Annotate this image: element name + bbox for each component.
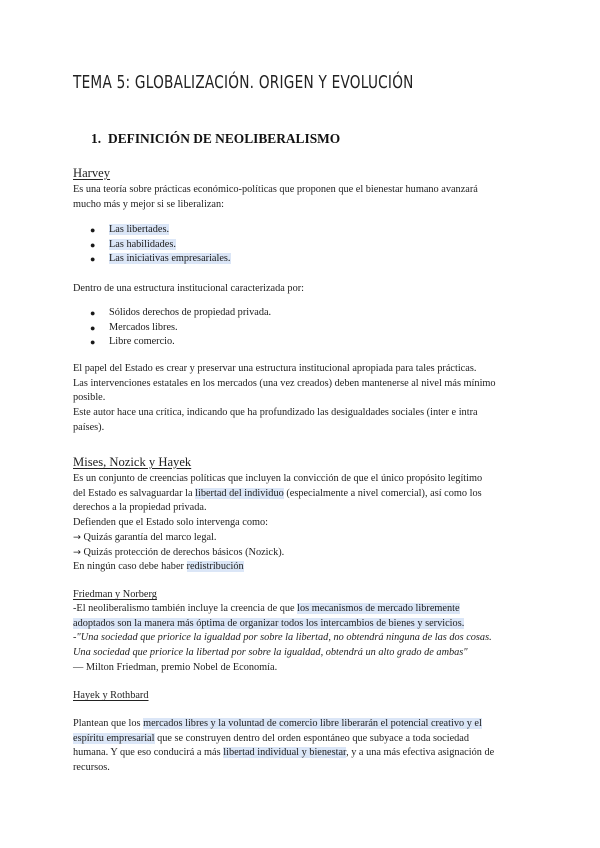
- subheading-mises-nozick-hayek: Mises, Nozick y Hayek: [73, 455, 192, 469]
- text-line: → Quizás protección de derechos básicos (Nozick).: [73, 546, 285, 558]
- bullet-icon: ●: [90, 254, 96, 265]
- text-line: En ningún caso debe haber redistribución: [73, 561, 244, 573]
- text-line: Es una teoría sobre prácticas económico-políticas que proponen que el bienestar humano avanzará: [73, 184, 478, 195]
- page-title: TEMA 5: GLOBALIZACIÓN. ORIGEN Y EVOLUCIÓN: [73, 73, 414, 93]
- subheading-harvey: Harvey: [73, 166, 111, 180]
- list-item: ● Sólidos derechos de propiedad privada.: [90, 306, 271, 321]
- text-line: humana. Y que eso conducirá a más libertad individual y bienestar, y a una más efectiva asignación de: [73, 747, 495, 759]
- subheading-hayek-rothbard: Hayek y Rothbard: [73, 690, 149, 701]
- text-line: derechos a la propiedad privada.: [73, 502, 207, 514]
- text-line: adoptados son la manera más óptima de organizar todos los intercambios de bienes y servicios.: [73, 617, 465, 629]
- mises-paragraph: [73, 472, 539, 575]
- section-heading: [91, 131, 340, 147]
- quote-line: -"Una sociedad que priorice la igualdad por sobre la libertad, no obtendrá ninguna de las dos cosas.: [73, 632, 492, 644]
- state-role-paragraph: [73, 362, 539, 436]
- section-number: 1.: [91, 131, 102, 146]
- bullet-icon: ●: [90, 322, 96, 333]
- liberalized-list: [90, 223, 231, 267]
- text-line: Plantean que los mercados libres y la voluntad de comercio libre liberarán el potencial creativo y el: [73, 718, 482, 729]
- bullet-icon: ●: [90, 337, 96, 348]
- list-item: ● Libre comercio.: [90, 335, 271, 350]
- text-line: Es un conjunto de creencias políticas que incluyen la convicción de que el único propósito legítimo: [73, 473, 483, 484]
- bullet-icon: ●: [90, 308, 96, 318]
- list-item: ● Las habilidades.: [90, 238, 231, 253]
- text-line: Las intervenciones estatales en los mercados (una vez creados) deben mantenerse al nivel más mínimo: [73, 377, 496, 389]
- text-line: mucho más y mejor si se liberalizan:: [73, 198, 224, 210]
- text-line: → Quizás garantía del marco legal.: [73, 531, 217, 543]
- arrow-right-icon: →: [73, 531, 81, 543]
- bullet-icon: ●: [90, 239, 96, 250]
- framework-list: [90, 306, 271, 350]
- text-line: -El neoliberalismo también incluye la creencia de que los mecanismos de mercado libremente: [73, 603, 460, 614]
- list-item: ● Las libertades.: [90, 223, 231, 238]
- section-title: DEFINICIÓN DE NEOLIBERALISMO: [108, 131, 341, 146]
- text-line: recursos.: [73, 762, 110, 774]
- text-line: Defienden que el Estado solo intervenga como:: [73, 517, 269, 529]
- hayek-paragraph: [73, 717, 539, 776]
- list-item: ● Las iniciativas empresariales.: [90, 252, 231, 267]
- text-line: Este autor hace una crítica, indicando que ha profundizado las desigualdades sociales (inter e intra: [73, 407, 478, 419]
- harvey-intro: [73, 183, 539, 212]
- friedman-paragraph: [73, 602, 539, 676]
- list-item: ● Mercados libres.: [90, 321, 271, 336]
- quote-attribution: — Milton Friedman, premio Nobel de Economía.: [73, 661, 278, 673]
- text-line: del Estado es salvaguardar la libertad del individuo (especialmente a nivel comercial), así como los: [73, 487, 482, 499]
- text-line: países).: [73, 421, 105, 433]
- text-line: El papel del Estado es crear y preservar una estructura institucional apropiada para tales prácticas.: [73, 363, 477, 374]
- arrow-right-icon: →: [73, 546, 81, 558]
- subheading-friedman-norberg: Friedman y Norberg: [73, 589, 157, 600]
- quote-line: Una sociedad que priorice la libertad por sobre la igualdad, obtendrá un alto grado de ambas": [73, 647, 468, 659]
- bullet-icon: ●: [90, 225, 96, 235]
- text-line: posible.: [73, 392, 106, 404]
- framework-intro: Dentro de una estructura institucional caracterizada por:: [73, 283, 305, 294]
- text-line: espíritu empresarial que se construyen dentro del orden espontáneo que subyace a toda sociedad: [73, 732, 470, 744]
